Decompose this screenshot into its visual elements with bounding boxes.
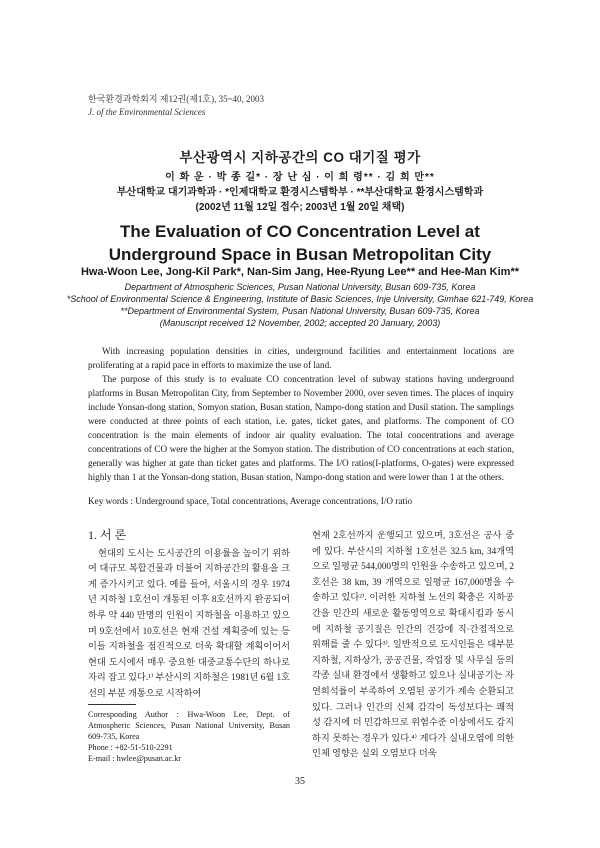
department-3: **Department of Environmental System, Pusan National University, Busan 609-735, Korea: [120, 306, 480, 316]
department-2: *School of Environmental Science & Engineering, Institute of Basic Sciences, Inje University, Gimhae 621-749, Korea: [66, 294, 534, 304]
affiliations-korean: 부산대학교 대기과학과 · *인제대학교 환경시스템학부 · **부산대학교 환경시스템학과: [116, 187, 484, 198]
journal-header: [88, 93, 264, 119]
column-right: [312, 528, 514, 762]
column-left: [88, 528, 290, 764]
intro-paragraph-right: 현재 2호선까지 운행되고 있으며, 3호선은 공사 중에 있다. 부산시의 지하철 1호선은 32.5 km, 34개역으로 일평균 544,000명의 인원을 수송하고 있으며, 2호선은 38 km, 39 개역으로 일평균 167,000명을 수송하고 있다²⁾. 이러한 지하철 노선의 확충은 지하공간을 인간의 새로운 활동영역으로 확대시킴과 동시에 지하철 공기질은 인간의 건강에 직·간접적으로 위해를 줄 수 있다³⁾. 일반적으로 도시인들은 대부분 지하철, 지하상가, 공공건물, 작업장 및 사무실 등의 각종 실내 환경에서 생활하고 있으나 실내공기는 자연희석률이 부족하여 오염된 공기가 계속 순환되고 있다. 그러나 인간의 신체 감각이 독성보다는 쾌적성 감지에 더 민감하므로 위험수준 이상에서도 감지하지 못하는 경우가 있다.⁴⁾ 게다가 실내오염에 의한 인체 영향은 실외 오염보다 더욱: [312, 530, 514, 759]
authors-korean: 이 화 운 · 박 종 길* · 장 난 심 · 이 희 령** · 김 희 만**: [165, 172, 435, 183]
footnote-email: E-mail : hwlee@pusan.ac.kr: [88, 753, 182, 763]
authors-english: Hwa-Woon Lee, Jong-Kil Park*, Nan-Sim Jang, Hee-Ryung Lee** and Hee-Man Kim**: [80, 266, 520, 278]
dates-korean: (2002년 11월 12일 접수; 2003년 1월 20일 채택): [195, 202, 405, 213]
footnote-phone: Phone : +82-51-510-2291: [88, 742, 173, 752]
department-1: Department of Atmospheric Sciences, Pusan National University, Busan 609-735, Korea: [124, 282, 476, 292]
page-number: 35: [295, 776, 305, 787]
section-heading-introduction: 1. 서 론: [88, 528, 127, 542]
journal-header-kr: 한국환경과학회지 제12권(제1호), 35~40, 2003: [88, 94, 264, 104]
abstract-paragraph-2: The purpose of this study is to evaluate CO concentration level of subway stations having underground platforms in Busan Metropolitan City, from September to November 2000, over seven times. The places of inquiry include Yonsan-dong station, Somyon station, Busan station, Nampo-dong station and Dusil station. The samplings were conducted at three points of each station, i.e. gates, ticket gates, and platforms. The component of CO concentration is the main elements of indoor air quality evaluation. The total concentrations and average concentrations of CO were the higher at the Somyon station. The distribution of CO concentrations at each station, generally was higher at gate than ticket gates and platforms. The I/O ratios(I-platforms, O-gates) were expressed highly than 1 at the Yonsan-dong station, Busan station, Nampo-dong station and were lower than 1 at the others.: [88, 374, 514, 482]
footnote-corresponding-author: Corresponding Author : Hwa-Woon Lee, Dept. of Atmospheric Sciences, Pusan National University, Busan 609-735, Korea: [88, 709, 290, 741]
intro-paragraph-left: 현대의 도시는 도시공간의 이용률을 높이기 위하여 대규모 복합건물과 더불어 지하공간의 활용을 크게 증가시키고 있다. 예를 들어, 서울시의 경우 1974년 지하철 1호선이 개통된 이후 8호선까지 완공되어 하루 약 440 만명의 인원이 지하철을 이용하고 있으며 9호선에서 10호선은 현재 건설 계획중에 있는 등 이들 지하철을 점진적으로 더욱 확대할 계획이어서 현대 도시에서 매우 중요한 대중교통수단의 하나로 자리 잡고 있다.¹⁾ 부산시의 지하철은 1981년 6월 1호선의 부분 개통으로 시작하여: [88, 547, 290, 698]
journal-header-en: J. of the Environmental Sciences: [88, 107, 206, 117]
abstract-paragraph-1: With increasing population densities in cities, underground facilities and entertainment locations are proliferating at a rapid pace in efforts to maximize the use of land.: [88, 346, 514, 370]
title-english: [0, 220, 600, 266]
footnote-divider: [88, 704, 136, 705]
keywords: Key words : Underground space, Total concentrations, Average concentrations, I/O ratio: [88, 496, 413, 506]
manuscript-dates: (Manuscript received 12 November, 2002; accepted 20 January, 2003): [159, 318, 441, 328]
abstract: [88, 344, 514, 484]
title-korean: 부산광역시 지하공간의 CO 대기질 평가: [179, 150, 421, 165]
title-english-text: The Evaluation of CO Concentration Level at Underground Space in Busan Metropolitan City: [108, 222, 492, 264]
